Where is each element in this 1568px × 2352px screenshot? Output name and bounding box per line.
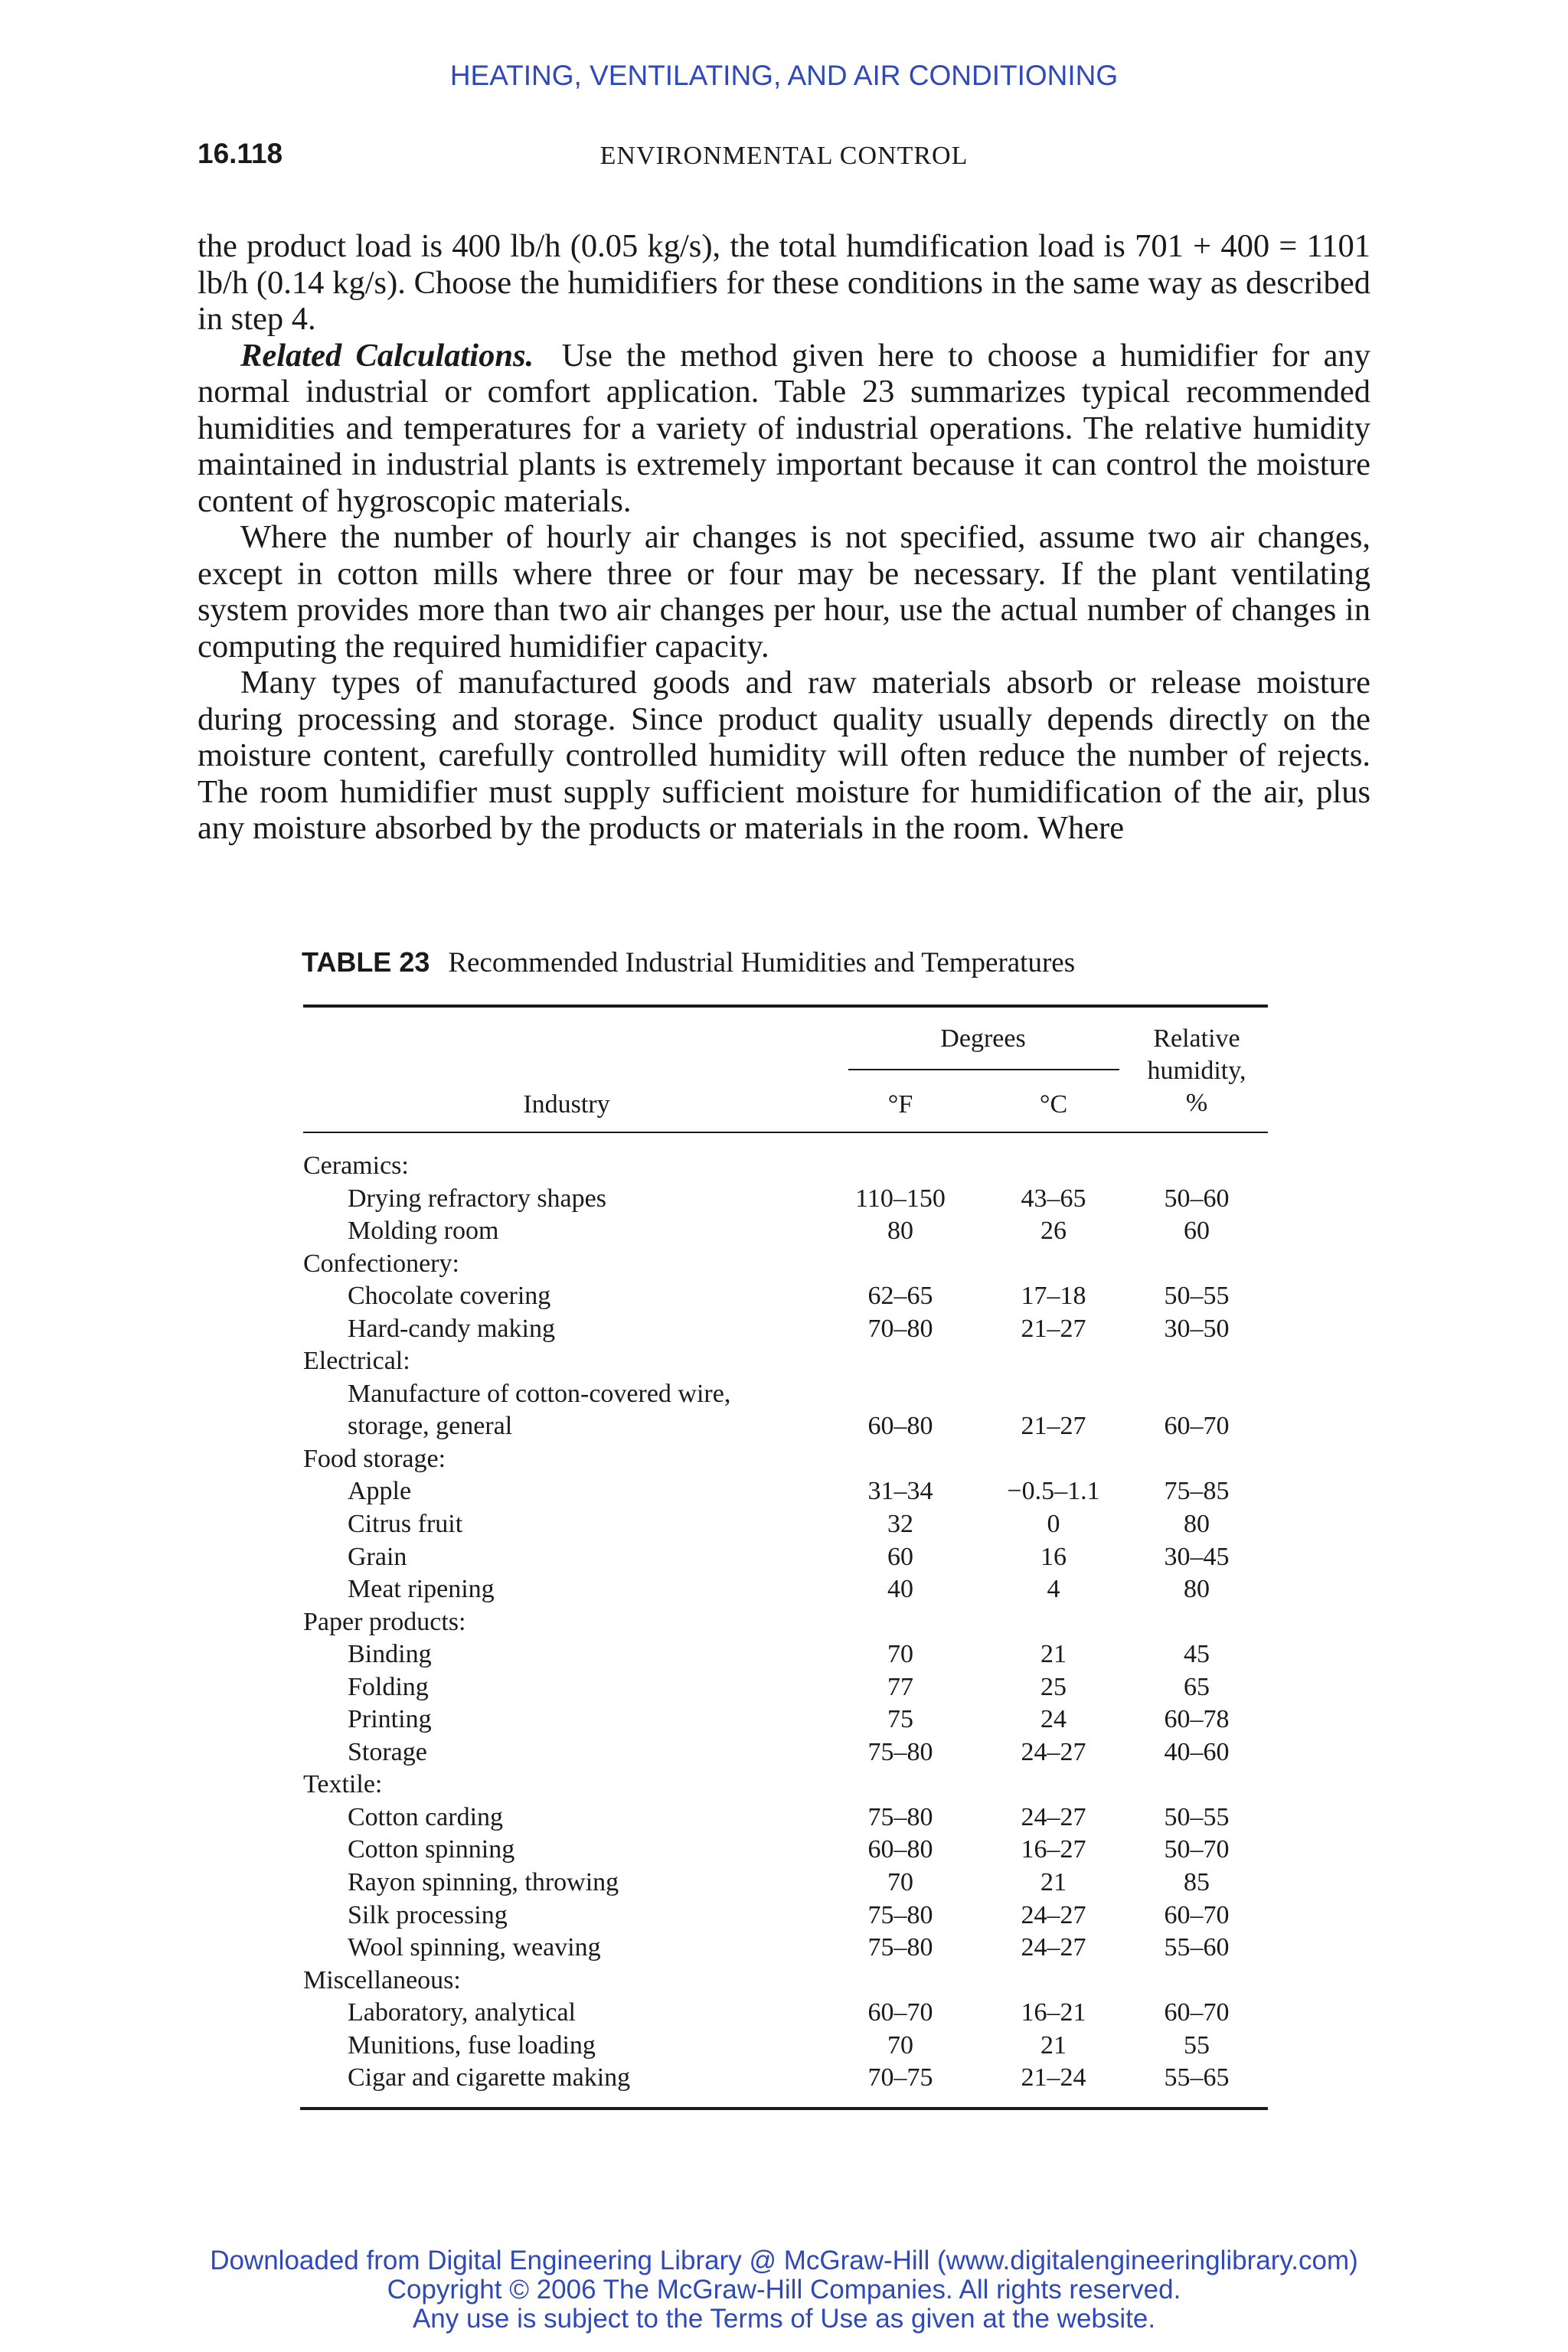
fahrenheit-cell: 70–75 [867, 2063, 933, 2092]
celsius-cell: 0 [1047, 1510, 1060, 1539]
humidity-cell: 75–85 [1164, 1477, 1230, 1506]
humidity-cell: 65 [1184, 1672, 1210, 1701]
industry-label: Printing [348, 1705, 432, 1734]
table-caption [302, 946, 1075, 979]
industry-label: Storage [348, 1737, 427, 1766]
fahrenheit-cell: 110–150 [855, 1184, 946, 1213]
fahrenheit-cell: 75–80 [867, 1933, 933, 1962]
celsius-cell: 21–24 [1021, 2063, 1086, 2092]
celsius-cell: 21 [1040, 1640, 1067, 1669]
category-label: Confectionery: [303, 1249, 459, 1278]
paragraph-2 [198, 338, 1370, 520]
celsius-cell: 16–27 [1021, 1835, 1086, 1864]
industry-label: Chocolate covering [348, 1282, 551, 1311]
humidity-cell: 60 [1184, 1217, 1210, 1246]
table-top-rule [303, 1004, 1268, 1008]
table-row [303, 1736, 1268, 1769]
table-row [303, 1573, 1268, 1606]
table-row [303, 1378, 1268, 1411]
table-row [303, 1932, 1268, 1965]
table-row [303, 1248, 1268, 1281]
paragraph-1: the product load is 400 lb/h (0.05 kg/s), the total humdification load is 701 + 400 = 1101 lb/h (0.14 kg/s). Choose the humidifiers for these conditions in the same way as described in step 4. [198, 228, 1370, 337]
table-row [303, 1508, 1268, 1541]
industry-label: Meat ripening [348, 1575, 495, 1604]
industry-label: Silk processing [348, 1900, 508, 1929]
table-label: TABLE 23 [302, 946, 430, 978]
footer-line-3: Any use is subject to the Terms of Use as given at the website. [412, 2304, 1156, 2334]
fahrenheit-cell: 32 [887, 1510, 913, 1539]
table-row [303, 1443, 1268, 1476]
fahrenheit-cell: 70 [887, 1868, 913, 1897]
humidity-cell: 45 [1184, 1640, 1210, 1669]
table-row [303, 1215, 1268, 1248]
degrees-spanner-rule [848, 1069, 1119, 1070]
page-number: 16.118 [198, 138, 283, 169]
industry-label: Molding room [348, 1217, 499, 1246]
table-row [303, 1997, 1268, 2030]
chapter-banner: HEATING, VENTILATING, AND AIR CONDITIONING [449, 60, 1119, 91]
header-degrees: Degrees [940, 1024, 1026, 1053]
table-row [303, 1345, 1268, 1378]
fahrenheit-cell: 31–34 [867, 1477, 933, 1506]
table-row [303, 1965, 1268, 1998]
humidity-cell: 80 [1184, 1575, 1210, 1604]
humidity-cell: 50–55 [1164, 1802, 1230, 1831]
table-row [303, 1867, 1268, 1900]
industry-label: Rayon spinning, throwing [348, 1868, 619, 1897]
table-title: Recommended Industrial Humidities and Temperatures [448, 947, 1076, 978]
humidity-cell: 60–70 [1164, 1900, 1230, 1929]
fahrenheit-cell: 70 [887, 2030, 913, 2060]
paragraph-3: Where the number of hourly air changes is not specified, assume two air changes, except in cotton mills where three or four may be necessary. If the plant ventilating system provides more than two air changes per hour, use the actual number of changes in computing the required humidifier capacity. [198, 519, 1370, 665]
industry-label: Manufacture of cotton-covered wire, [348, 1379, 731, 1408]
fahrenheit-cell: 75–80 [867, 1737, 933, 1766]
industry-label: storage, general [348, 1412, 513, 1441]
industry-label: Cotton spinning [348, 1835, 515, 1864]
humidity-cell: 50–55 [1164, 1282, 1230, 1311]
humidity-cell: 80 [1184, 1510, 1210, 1539]
category-label: Textile: [303, 1770, 383, 1799]
table-body [303, 1150, 1268, 2095]
industry-label: Cigar and cigarette making [348, 2063, 631, 2092]
fahrenheit-cell: 77 [887, 1672, 913, 1701]
category-label: Food storage: [303, 1444, 446, 1473]
header-rh-line3: % [1185, 1089, 1208, 1117]
run-in-heading: Related Calculations. [240, 337, 534, 374]
category-label: Ceramics: [303, 1152, 409, 1180]
header-bottom-rule [303, 1132, 1268, 1133]
celsius-cell: 26 [1040, 1217, 1067, 1246]
fahrenheit-cell: 62–65 [867, 1282, 933, 1311]
industry-label: Laboratory, analytical [348, 1998, 576, 2027]
fahrenheit-cell: 75–80 [867, 1900, 933, 1929]
header-relative-humidity [1124, 1023, 1269, 1119]
celsius-cell: 24 [1040, 1705, 1067, 1734]
industry-label: Cotton carding [348, 1802, 504, 1831]
celsius-cell: 24–27 [1021, 1737, 1086, 1766]
category-label: Miscellaneous: [303, 1965, 461, 1994]
industry-label: Grain [348, 1542, 407, 1571]
table-row [303, 2030, 1268, 2063]
table-row [303, 2062, 1268, 2095]
industry-label: Citrus fruit [348, 1510, 463, 1539]
celsius-cell: 21–27 [1021, 1314, 1086, 1343]
industry-label: Binding [348, 1640, 432, 1669]
paragraph-2-text: Use the method given here to choose a humidifier for any normal industrial or comfort application. Table 23 summarizes typical recommended humidities and temperatures for a variety of industrial operations. The relative humidity maintained in industrial plants is extremely important because it can control the moisture content of hygroscopic materials. [198, 337, 1370, 519]
fahrenheit-cell: 60–80 [867, 1412, 933, 1441]
humidity-cell: 50–60 [1164, 1184, 1230, 1213]
header-rh-line1: Relative [1153, 1024, 1240, 1053]
paragraph-4: Many types of manufactured goods and raw materials absorb or release moisture during processing and storage. Since product quality usually depends directly on the moisture content, carefully controlled humidity will often reduce the number of rejects. The room humidifier must supply sufficient moisture for humidification of the air, plus any moisture absorbed by the products or materials in the room. Where [198, 665, 1370, 846]
table-row [303, 1900, 1268, 1932]
industry-label: Munitions, fuse loading [348, 2030, 596, 2060]
humidity-cell: 55–60 [1164, 1933, 1230, 1962]
humidity-cell: 60–70 [1164, 1998, 1230, 2027]
celsius-cell: 24–27 [1021, 1802, 1086, 1831]
body-text [198, 228, 1370, 847]
humidity-cell: 50–70 [1164, 1835, 1230, 1864]
table-row [303, 1410, 1268, 1443]
table-row [303, 1183, 1268, 1216]
celsius-cell: 43–65 [1021, 1184, 1086, 1213]
celsius-cell: 4 [1047, 1575, 1060, 1604]
table-row [303, 1802, 1268, 1834]
fahrenheit-cell: 40 [887, 1575, 913, 1604]
table-row [303, 1150, 1268, 1183]
celsius-cell: 17–18 [1021, 1282, 1086, 1311]
download-footer [0, 2246, 1568, 2334]
humidity-cell: 85 [1184, 1868, 1210, 1897]
category-label: Electrical: [303, 1347, 410, 1376]
header-industry: Industry [523, 1090, 610, 1119]
fahrenheit-cell: 75 [887, 1705, 913, 1734]
table-row [303, 1638, 1268, 1671]
humidity-cell: 60–78 [1164, 1705, 1230, 1734]
celsius-cell: 21–27 [1021, 1412, 1086, 1441]
industry-label: Hard-candy making [348, 1314, 555, 1343]
humidity-cell: 60–70 [1164, 1412, 1230, 1441]
fahrenheit-cell: 60–70 [867, 1998, 933, 2027]
header-celsius: °C [1039, 1090, 1068, 1119]
humidity-cell: 40–60 [1164, 1737, 1230, 1766]
celsius-cell: 21 [1040, 2030, 1067, 2060]
industry-label: Drying refractory shapes [348, 1184, 606, 1213]
industry-label: Apple [348, 1477, 412, 1506]
celsius-cell: 16 [1040, 1542, 1067, 1571]
celsius-cell: 24–27 [1021, 1933, 1086, 1962]
footer-line-1: Downloaded from Digital Engineering Library @ McGraw-Hill (www.digitalengineeringlibrary.com) [210, 2246, 1358, 2275]
humidity-cell: 30–50 [1164, 1314, 1230, 1343]
table-row [303, 1834, 1268, 1867]
celsius-cell: 16–21 [1021, 1998, 1086, 2027]
fahrenheit-cell: 75–80 [867, 1802, 933, 1831]
table-row [303, 1280, 1268, 1313]
humidity-cell: 30–45 [1164, 1542, 1230, 1571]
fahrenheit-cell: 60 [887, 1542, 913, 1571]
table-row [303, 1541, 1268, 1574]
table-row [303, 1475, 1268, 1508]
footer-line-2: Copyright © 2006 The McGraw-Hill Companies. All rights reserved. [387, 2275, 1181, 2305]
celsius-cell: 25 [1040, 1672, 1067, 1701]
table-row [303, 1704, 1268, 1736]
celsius-cell: −0.5–1.1 [1007, 1477, 1100, 1506]
table-row [303, 1313, 1268, 1346]
table-row [303, 1769, 1268, 1802]
fahrenheit-cell: 70–80 [867, 1314, 933, 1343]
humidity-cell: 55 [1184, 2030, 1210, 2060]
celsius-cell: 24–27 [1021, 1900, 1086, 1929]
table-row [303, 1671, 1268, 1704]
header-fahrenheit: °F [887, 1090, 913, 1119]
celsius-cell: 21 [1040, 1868, 1067, 1897]
industry-label: Wool spinning, weaving [348, 1933, 601, 1962]
humidity-cell: 55–65 [1164, 2063, 1230, 2092]
fahrenheit-cell: 70 [887, 1640, 913, 1669]
running-head: ENVIRONMENTAL CONTROL [599, 142, 969, 170]
fahrenheit-cell: 80 [887, 1217, 913, 1246]
category-label: Paper products: [303, 1607, 466, 1636]
table-row [303, 1606, 1268, 1639]
fahrenheit-cell: 60–80 [867, 1835, 933, 1864]
header-rh-line2: humidity, [1147, 1057, 1246, 1085]
industry-label: Folding [348, 1672, 429, 1701]
table-bottom-rule [300, 2107, 1268, 2110]
